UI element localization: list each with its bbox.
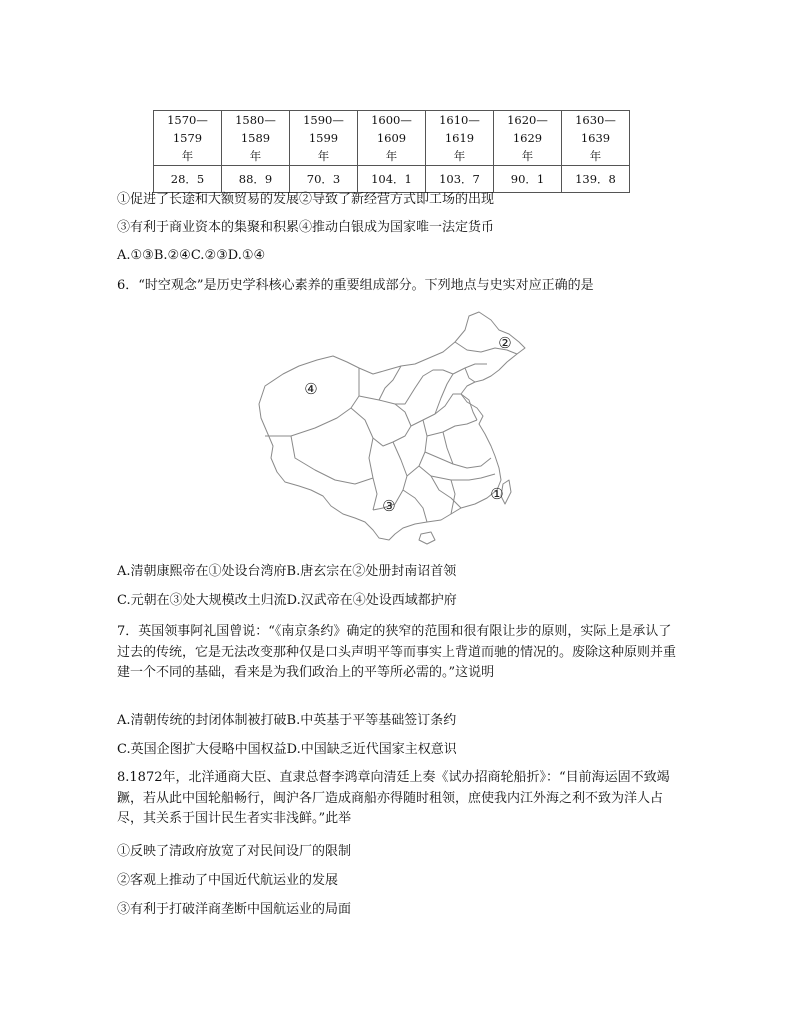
table-cell: 70．3 xyxy=(290,166,358,193)
table-header-unit: 年 xyxy=(358,147,426,166)
table-header-cell: 1610—1619 xyxy=(426,111,494,148)
table-header-row xyxy=(154,111,630,148)
table-header-unit: 年 xyxy=(562,147,630,166)
table-header-unit: 年 xyxy=(290,147,358,166)
q7-choices-line-1: A.清朝传统的封闭体制被打破B.中英基于平等基础签订条约 xyxy=(117,713,457,728)
map-marker-2: ② xyxy=(498,334,512,352)
table-header-cell: 1600—1609 xyxy=(358,111,426,148)
table-header-unit: 年 xyxy=(426,147,494,166)
china-map xyxy=(255,308,530,550)
table-header-unit-row xyxy=(154,147,630,166)
table-header-cell: 1630—1639 xyxy=(562,111,630,148)
q5-option-line-2: ③有利于商业资本的集聚和积累④推动白银成为国家唯一法定货币 xyxy=(117,220,495,235)
q7-stem: 7．英国领事阿礼国曾说：“《南京条约》确定的狭窄的范围和很有限让步的原则，实际上是承认了过去的传统，它是无法改变那种仅是口头声明平等而事实上背道而驰的情况的。废除这种原则并重建一个不同的基础，看来是为我们政治上的平等所必需的。”这说明 xyxy=(117,624,677,680)
q6-stem: 6．“时空观念”是历史学科核心素养的重要组成部分。下列地点与史实对应正确的是 xyxy=(117,278,594,293)
table-cell: 104．1 xyxy=(358,166,426,193)
table-cell: 90．1 xyxy=(494,166,562,193)
q5-choices: A.①③B.②④C.②③D.①④ xyxy=(117,248,266,263)
table-header-cell: 1620—1629 xyxy=(494,111,562,148)
table-cell: 103．7 xyxy=(426,166,494,193)
q8-option-1: ①反映了清政府放宽了对民间设厂的限制 xyxy=(117,844,352,859)
q6-choices-line-2: C.元朝在③处大规模改土归流D.汉武帝在④处设西域都护府 xyxy=(117,593,457,608)
table-cell: 139．8 xyxy=(562,166,630,193)
q8-option-2: ②客观上推动了中国近代航运业的发展 xyxy=(117,873,339,888)
table-cell: 88．9 xyxy=(222,166,290,193)
table-header-cell: 1570—1579 xyxy=(154,111,222,148)
map-marker-1: ① xyxy=(490,485,504,503)
q8-stem: 8.1872年，北洋通商大臣、直隶总督李鸿章向清廷上奏《试办招商轮船折》：“目前海运固不致竭蹶，若从此中国轮船畅行，闽沪各厂造成商船亦得随时租领，庶使我内江外海之利不致为洋人占尽，其关系于国计民生者实非浅鲜。”此举 xyxy=(117,770,670,826)
table-header-unit: 年 xyxy=(154,147,222,166)
q8-option-3: ③有利于打破洋商垄断中国航运业的局面 xyxy=(117,902,352,917)
table-header-cell: 1590—1599 xyxy=(290,111,358,148)
q5-option-line-1: ①促进了长途和大额贸易的发展②导致了新经营方式即工场的出现 xyxy=(117,192,495,207)
map-marker-3: ③ xyxy=(382,497,396,515)
table-header-unit: 年 xyxy=(494,147,562,166)
table-header-unit: 年 xyxy=(222,147,290,166)
q7-choices-line-2: C.英国企图扩大侵略中国权益D.中国缺乏近代国家主权意识 xyxy=(117,742,457,757)
table-value-row xyxy=(154,166,630,193)
table-header-cell: 1580—1589 xyxy=(222,111,290,148)
table-cell: 28．5 xyxy=(154,166,222,193)
silver-inflow-table xyxy=(153,110,630,193)
map-marker-4: ④ xyxy=(304,380,318,398)
q6-choices-line-1: A.清朝康熙帝在①处设台湾府B.唐玄宗在②处册封南诏首领 xyxy=(117,564,457,579)
